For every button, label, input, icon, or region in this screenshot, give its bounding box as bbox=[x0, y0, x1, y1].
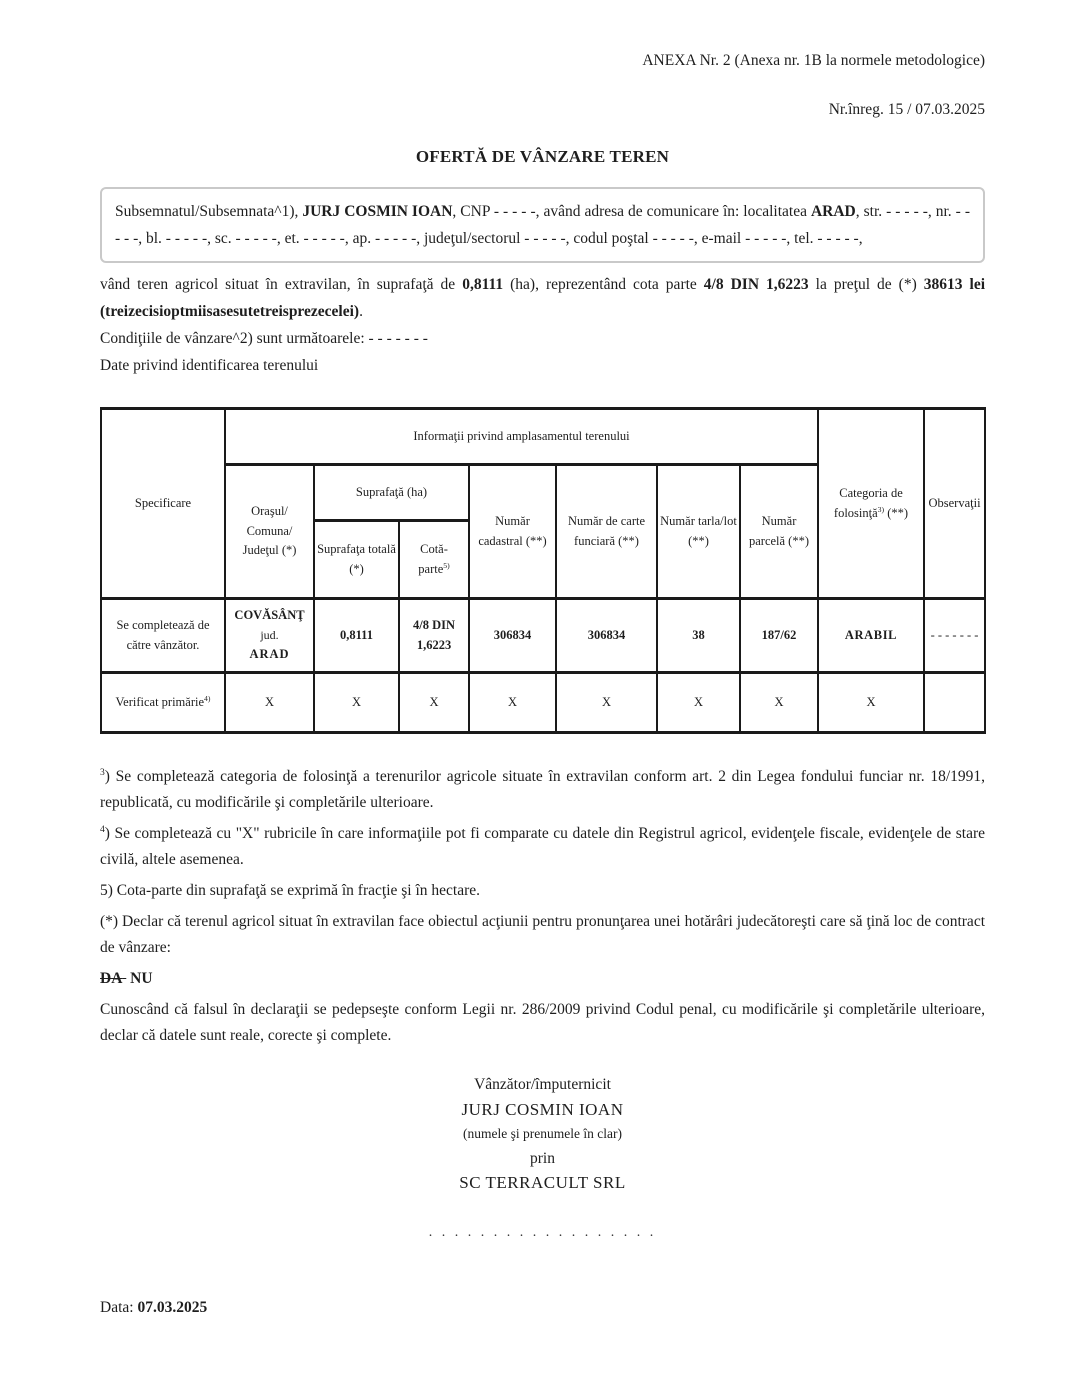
offer-body bbox=[100, 271, 985, 379]
oras-line2: Comuna/ bbox=[246, 523, 293, 538]
categoria-line2: folosinţă bbox=[833, 505, 878, 520]
anexa-heading: ANEXA Nr. 2 (Anexa nr. 1B la normele metodologice) bbox=[642, 52, 985, 69]
offer-paragraph bbox=[100, 271, 985, 325]
signature-role: Vânzător/împuternicit bbox=[474, 1076, 611, 1093]
offer-text-a: vând teren agricol situat în extravilan, în suprafaţă de bbox=[100, 276, 463, 293]
penal-paragraph: Cunoscând că falsul în declaraţii se pedepseşte conform Legii nr. 286/2009 privind Codul penal, cu modificările şi completările ulterioare, declar că datele sunt reale, corecte şi complete. bbox=[100, 1001, 985, 1044]
footnote-3-ref: 3 bbox=[100, 766, 105, 778]
cell-oras-jud: jud. bbox=[260, 627, 279, 642]
mark-suprafata: X bbox=[314, 673, 399, 733]
cota-value-line1: 4/8 DIN bbox=[412, 618, 456, 633]
date-line bbox=[100, 1299, 985, 1317]
intro-pre-text: Subsemnatul/Subsemnata^1), bbox=[115, 203, 303, 220]
footnote-5: 5) Cota-parte din suprafaţă se exprimă în fracţie şi în hectare. bbox=[100, 882, 481, 899]
cota-footnote-ref: 5) bbox=[443, 560, 450, 570]
verificat-data-row bbox=[101, 673, 985, 733]
share-value: 4/8 DIN 1,6223 bbox=[703, 276, 809, 293]
col-header-parcela: Număr parcelă (**) bbox=[740, 465, 818, 599]
categoria-rest: (**) bbox=[884, 505, 909, 520]
registration-number: Nr.înreg. 15 / 07.03.2025 bbox=[828, 101, 985, 118]
mark-observatii bbox=[924, 673, 985, 733]
oras-line3: Judeţul (*) bbox=[242, 543, 297, 558]
applicant-info-box bbox=[100, 187, 985, 263]
signature-company: SC TERRACULT SRL bbox=[459, 1173, 626, 1192]
cell-oras bbox=[225, 599, 314, 673]
document-title: OFERTĂ DE VÂNZARE TEREN bbox=[415, 147, 670, 166]
offer-text-d: . bbox=[359, 303, 363, 320]
date-label: Data: bbox=[100, 1299, 138, 1316]
intro-mid-text: , CNP - - - - -, având adresa de comunicare în: localitatea bbox=[452, 203, 811, 220]
col-header-categoria bbox=[818, 409, 924, 599]
signature-dotted-line: . . . . . . . . . . . . . . . . . . bbox=[428, 1224, 657, 1240]
declaration-paragraph: (*) Declar că terenul agricol situat în extravilan face obiectul acţiunii pentru pronunţarea unei hotărâri judecătoreşti care să ţină loc de contract de vânzare: bbox=[100, 913, 985, 956]
categoria-footnote-ref: 3) bbox=[877, 504, 885, 514]
col-header-specificare: Specificare bbox=[101, 409, 225, 599]
footnote-4 bbox=[100, 821, 985, 873]
land-identification-table bbox=[100, 407, 986, 734]
col-header-cadastral: Număr cadastral (**) bbox=[469, 465, 556, 599]
signature-name: JURJ COSMIN IOAN bbox=[461, 1099, 624, 1119]
cell-numar-cadastral: 306834 bbox=[469, 599, 556, 673]
footnote-4-text: ) Se completează cu "X" rubricile în care informaţiile pot fi comparate cu datele din Registrul agricol, evidenţele fiscale, evidenţele de stare civilă, altele asemenea. bbox=[100, 825, 985, 868]
locality-name: ARAD bbox=[810, 203, 856, 220]
cell-carte-funciara: 306834 bbox=[556, 599, 657, 673]
cell-tarla: 38 bbox=[657, 599, 740, 673]
signature-note: (numele şi prenumele în clar) bbox=[463, 1126, 622, 1141]
cell-observatii: - - - - - - - bbox=[924, 599, 985, 673]
categoria-line1: Categoria de bbox=[839, 486, 903, 501]
price-value: 38613 lei (treizecisioptmiisasesutetreisprezecelei) bbox=[100, 276, 986, 320]
cota-line1: Cotă- bbox=[420, 542, 448, 557]
col-header-carte-funciara: Număr de carte funciară (**) bbox=[556, 465, 657, 599]
seller-data-row bbox=[101, 599, 985, 673]
intro-post-text: , str. - - - - -, nr. - - - - -, bl. - - - - -, sc. - - - - -, et. - - - - -, ap. - - - - -, judeţul/sectorul - - - - -, codul poştal - - - - -, e-mail - - - - -, tel. - - - - -, bbox=[115, 203, 970, 247]
da-option-struck: DA bbox=[100, 970, 123, 987]
oras-line1: Oraşul/ bbox=[251, 504, 288, 519]
col-header-tarla: Număr tarla/lot (**) bbox=[657, 465, 740, 599]
offer-text-c: la preţul de (*) bbox=[808, 276, 924, 293]
cell-cota-parte bbox=[399, 599, 469, 673]
cota-line2: parte bbox=[418, 561, 444, 576]
footnote-3-text: ) Se completează categoria de folosinţă a terenurilor agricole situate în extravilan conform art. 2 din Legea fondului funciar nr. 18/1991, republicată, cu modificările şi completările ulterioare. bbox=[100, 768, 985, 811]
date-value: 07.03.2025 bbox=[137, 1299, 208, 1316]
cell-suprafata-totala: 0,8111 bbox=[314, 599, 399, 673]
mark-tarla: X bbox=[657, 673, 740, 733]
nu-option: NU bbox=[130, 970, 153, 987]
signature-block bbox=[100, 1073, 985, 1245]
da-nu-line bbox=[100, 966, 985, 992]
col-header-suprafata-totala: Suprafaţa totală (*) bbox=[314, 521, 399, 599]
signature-prin: prin bbox=[530, 1149, 555, 1167]
col-header-oras bbox=[225, 465, 314, 599]
cota-value-line2: 1,6223 bbox=[416, 637, 452, 652]
mark-carte: X bbox=[556, 673, 657, 733]
mark-parcela: X bbox=[740, 673, 818, 733]
row-label-verificat bbox=[101, 673, 225, 733]
section-heading: Date privind identificarea terenului bbox=[100, 357, 319, 374]
seller-name: JURJ COSMIN IOAN bbox=[302, 203, 453, 220]
cell-parcela: 187/62 bbox=[740, 599, 818, 673]
suprafata-band-header: Suprafaţă (ha) bbox=[314, 465, 469, 521]
verificat-label-text: Verificat primărie bbox=[115, 694, 205, 709]
offer-text-b: (ha), reprezentând cota parte bbox=[503, 276, 704, 293]
mark-cota: X bbox=[399, 673, 469, 733]
col-header-observatii: Observaţii bbox=[924, 409, 985, 599]
conditions-line: Condiţiile de vânzare^2) sunt următoarele: - - - - - - - bbox=[100, 330, 428, 347]
col-header-cota-parte bbox=[399, 521, 469, 599]
mark-categoria: X bbox=[818, 673, 924, 733]
footnote-3 bbox=[100, 764, 985, 816]
cell-categoria-folosinta: ARABIL bbox=[818, 599, 924, 673]
info-band-header: Informaţii privind amplasamentul terenului bbox=[225, 409, 818, 465]
footnotes-section bbox=[100, 764, 985, 1049]
footnote-4-ref: 4 bbox=[100, 823, 105, 835]
mark-oras: X bbox=[225, 673, 314, 733]
area-value: 0,8111 bbox=[462, 276, 504, 293]
verificat-footnote-ref: 4) bbox=[204, 693, 211, 703]
cell-oras-name: COVĂSÂNŢ bbox=[234, 608, 305, 623]
mark-cadastral: X bbox=[469, 673, 556, 733]
row-label-seller: Se completează de către vânzător. bbox=[101, 599, 225, 673]
cell-oras-judet: ARAD bbox=[249, 647, 290, 662]
